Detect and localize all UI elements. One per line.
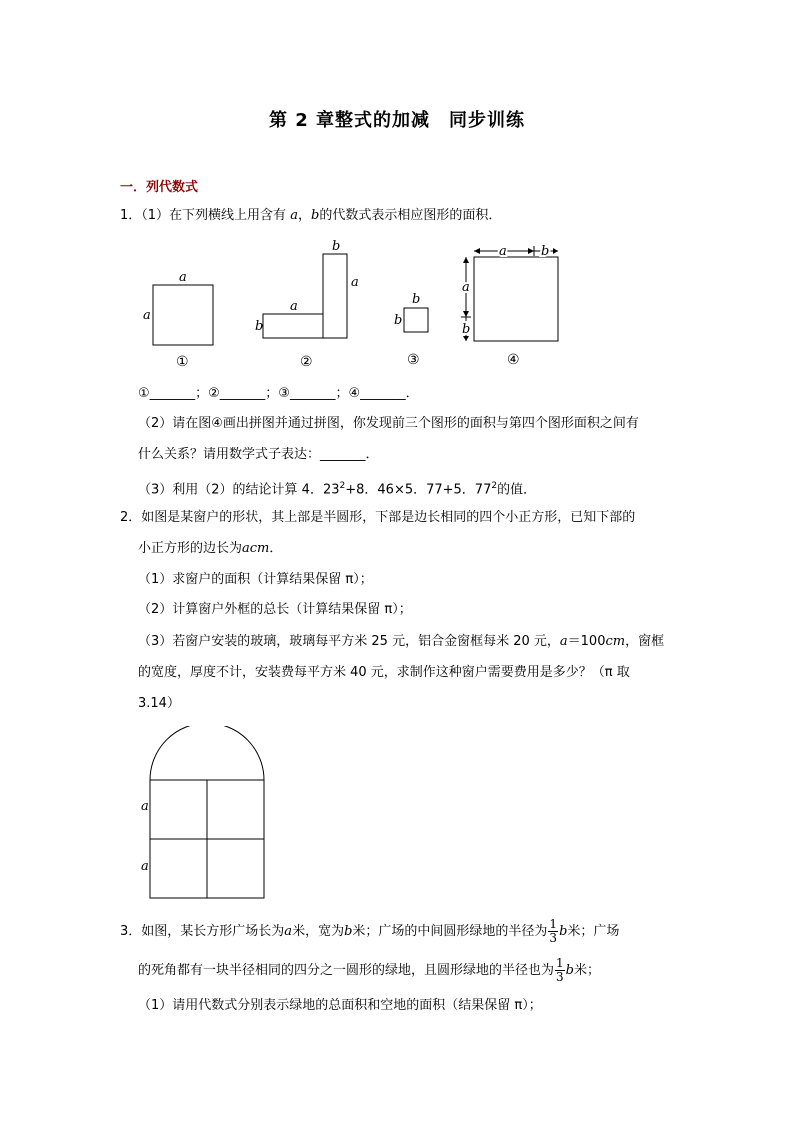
- unit-cm: cm: [605, 634, 626, 649]
- figure2-horizontal-rect: [263, 314, 323, 338]
- var-b: b: [559, 924, 568, 939]
- q2-sub1: （1）求窗户的面积（计算结果保留 π）；: [138, 572, 373, 587]
- q3-sub1: （1）请用代数式分别表示绿地的总面积和空地的面积（结果保留 π）；: [138, 998, 542, 1013]
- figure2-label-a: a: [290, 299, 298, 314]
- figure3-number: ③: [407, 352, 420, 368]
- q2-sub2: （2）计算窗户外框的总长（计算结果保留 π）；: [138, 602, 412, 617]
- q1-part3-end: 的值．: [497, 482, 537, 498]
- q2-sub3-pre: （3）若窗户安装的玻璃，玻璃每平方米 25 元，铝合金窗框每米 20 元，: [138, 634, 560, 649]
- figure3-label-b: b: [412, 292, 421, 307]
- q1-figures: [130, 236, 570, 371]
- q2-sub3-end: ，窗框: [625, 634, 665, 649]
- figure4-label-a-top: a: [499, 244, 507, 259]
- q3-text: 米；: [573, 963, 600, 978]
- var-b: b: [565, 963, 574, 978]
- figure2-label-a-side: a: [351, 275, 359, 290]
- fraction-one-third: $\frac{1}{3}$: [549, 917, 558, 945]
- q2-line1: [120, 508, 635, 528]
- superscript: 2: [339, 481, 346, 491]
- section-heading: 一．列代数式: [120, 180, 199, 195]
- figure1-number: ①: [176, 354, 189, 370]
- figure3-label-b-side: b: [394, 313, 403, 328]
- figure1-square: [153, 285, 213, 345]
- q1-part2-line1: （2）请在图④画出拼图并通过拼图，你发现前三个图形的面积与第四个图形面积之间有: [138, 416, 639, 431]
- var-acm: acm: [242, 541, 270, 556]
- figure2-number: ②: [300, 354, 313, 370]
- var-a: a: [284, 924, 293, 939]
- q3-text: 米；广场: [567, 924, 620, 939]
- q1-answer-blanks: ①_______；②_______；③_______；④_______．: [138, 386, 419, 401]
- figure2-label-b: b: [255, 319, 264, 334]
- q3-text: 如图，某长方形广场长为: [141, 924, 285, 939]
- q3-text: 米，宽为: [292, 924, 345, 939]
- q1-part1-end: 的代数式表示相应图形的面积．: [319, 208, 502, 223]
- page-title: 第 2 章整式的加减 同步训练: [268, 110, 526, 131]
- figure2-vertical-rect: [323, 254, 347, 338]
- fraction-one-third: $\frac{1}{3}$: [556, 956, 564, 984]
- q1-part3: [138, 476, 536, 500]
- q2-line2: [138, 539, 282, 559]
- q1-part3-pre: （3）利用（2）的结论计算 4．23: [138, 482, 340, 498]
- var-b: b: [310, 208, 320, 223]
- figure1-label-a: a: [179, 270, 187, 285]
- var-a: a: [290, 208, 298, 223]
- figure4-label-a-side: a: [462, 280, 470, 295]
- var-a: a: [559, 634, 568, 649]
- figure3-square: [404, 308, 428, 332]
- figure4-label-b-top: b: [541, 244, 550, 259]
- q1-part3-mid: +8．46×5．77+5．77: [345, 482, 492, 498]
- figure1-label-a-side: a: [143, 308, 151, 323]
- superscript: 2: [491, 481, 498, 491]
- window-figure: [138, 726, 268, 904]
- q3-text: 米；广场的中间圆形绿地的半径为: [352, 924, 548, 939]
- figure4-label-b-side: b: [462, 322, 471, 337]
- q3-line2: [138, 957, 600, 984]
- q2-line1-text: 如图是某窗户的形状，其上部是半圆形，下部是边长相同的四个小正方形，已知下部的: [141, 510, 636, 525]
- figure4-number: ④: [507, 352, 520, 368]
- q3-text: 的死角都有一块半径相同的四分之一圆形的绿地，且圆形绿地的半径也为: [138, 963, 555, 978]
- q2-sub3-line1: [138, 632, 664, 652]
- q1-part2-line2: 什么关系？请用数学式子表达：_______．: [138, 447, 379, 462]
- figure4-square: [474, 257, 558, 341]
- q1-number: 1．: [120, 208, 142, 223]
- q2-sub3-line3: 3.14）: [138, 696, 180, 711]
- q2-line2-pre: 小正方形的边长为: [138, 541, 243, 556]
- window-label-a-bottom: a: [141, 859, 149, 874]
- q2-sub3-line2: 的宽度，厚度不计，安装费每平方米 40 元，求制作这种窗户需要费用是多少？（π 取: [138, 665, 630, 680]
- q3-number: 3．: [120, 924, 142, 939]
- comma: ，: [297, 208, 311, 223]
- var-b: b: [344, 924, 353, 939]
- q1-part1-text: （1）在下列横线上用含有: [141, 208, 287, 223]
- q2-sub3-mid: ＝100: [567, 634, 606, 649]
- window-semicircle: [150, 726, 264, 780]
- q2-line2-end: ．: [269, 541, 283, 556]
- q1-part1: [120, 206, 501, 226]
- q3-line1: [120, 918, 619, 945]
- q2-number: 2．: [120, 510, 142, 525]
- window-label-a-top: a: [141, 799, 149, 814]
- figure2-label-b-top: b: [332, 239, 341, 254]
